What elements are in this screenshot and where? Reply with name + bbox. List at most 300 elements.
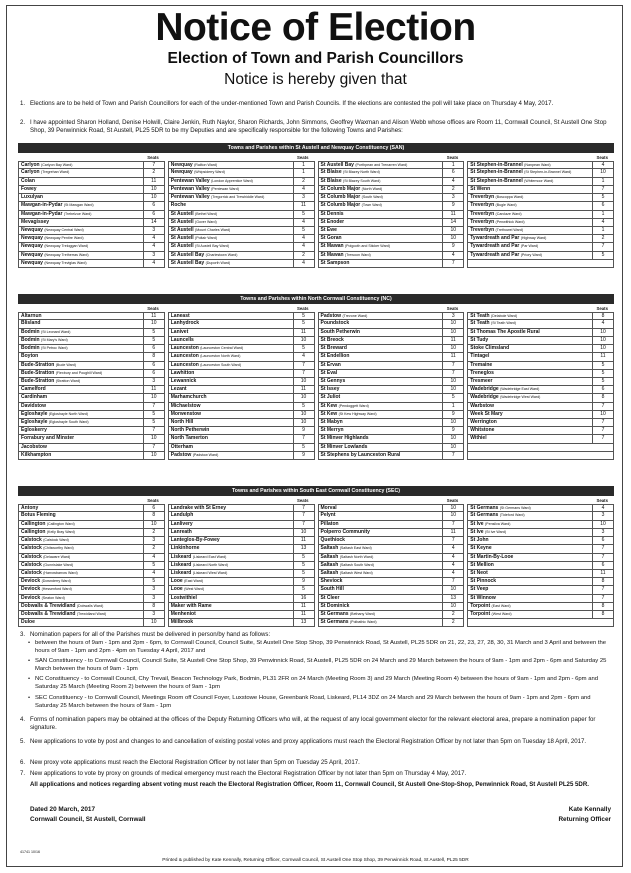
seats-column-header: Seats — [147, 498, 159, 503]
seats-count: 7 — [442, 260, 463, 267]
parish-name-cell — [319, 427, 443, 434]
parish-name-cell — [19, 260, 143, 267]
parish-row — [318, 537, 465, 545]
parish-name: Wadebridge — [470, 394, 499, 401]
parish-row — [467, 337, 614, 345]
parish-row — [318, 312, 465, 320]
seats-count: 7 — [592, 419, 613, 426]
parish-row — [18, 452, 165, 460]
parish-name-cell — [319, 394, 443, 401]
parish-name-cell — [319, 252, 443, 259]
seats-column-header: Seats — [446, 306, 459, 311]
parish-name-cell — [169, 562, 293, 569]
seats-count: 5 — [293, 403, 314, 410]
ward-name: (Launceston South Ward) — [200, 362, 242, 367]
seats-count: 5 — [143, 578, 164, 585]
parish-row — [318, 545, 465, 553]
seats-count: 7 — [442, 370, 463, 377]
parish-name: Michaelstow — [170, 402, 201, 409]
parish-name-cell — [19, 570, 143, 577]
parish-name-cell — [19, 411, 143, 418]
seats-count: 10 — [592, 329, 613, 336]
parish-name-cell — [19, 252, 143, 259]
ward-name: (Bugle Ward) — [495, 203, 517, 208]
parish-row — [318, 202, 465, 210]
document-code: 41741 10/16 — [20, 850, 40, 854]
parish-name: St Austell Bay — [170, 259, 205, 266]
parish-name-cell — [19, 452, 143, 459]
parish-name: Tywardreath and Par — [470, 243, 520, 250]
ward-name: (Penwithick Ward) — [495, 219, 525, 224]
parish-row — [318, 370, 465, 378]
seats-count: 6 — [592, 537, 613, 544]
parish-name: Mawgan-in-Pydar — [21, 210, 63, 217]
ward-name: (London Apprentice Ward) — [211, 178, 253, 183]
seats-count: 10 — [442, 320, 463, 327]
ward-name: (St Mary's Ward) — [41, 337, 68, 342]
parish-name-cell — [319, 178, 443, 185]
ward-name: (St Mawgan Ward) — [63, 203, 94, 208]
seats-count: 10 — [442, 345, 463, 352]
parish-name-cell — [19, 235, 143, 242]
seats-count: 2 — [442, 619, 463, 626]
ward-name: (Callington Ward) — [46, 521, 75, 526]
seats-count: 9 — [293, 452, 314, 459]
seats-count: 10 — [143, 394, 164, 401]
seats-count: 9 — [293, 578, 314, 585]
parish-name: Botus Fleming — [21, 512, 56, 519]
parish-row — [18, 178, 165, 186]
seats-count: 11 — [293, 329, 314, 336]
ward-name: (Boscoppa Ward) — [495, 195, 524, 200]
parish-name: Saltash — [320, 553, 339, 560]
parish-name: St Austell — [170, 226, 194, 233]
ward-name: (Tregorrick and Trewhiddle Ward) — [211, 195, 265, 200]
parish-row — [318, 619, 465, 627]
parish-name-cell — [169, 169, 293, 176]
parish-name-cell — [169, 252, 293, 259]
parish-row — [318, 211, 465, 219]
seats-count: 10 — [143, 320, 164, 327]
parish-row — [168, 512, 315, 520]
parish-column — [168, 305, 315, 460]
seats-count: 2 — [143, 529, 164, 536]
parish-name-cell — [319, 554, 443, 561]
ward-name: (Gunnislake Ward) — [43, 562, 74, 567]
ward-name: (Bude Ward) — [55, 362, 76, 367]
parish-row — [18, 235, 165, 243]
notice-given: Notice is hereby given that — [224, 71, 407, 88]
seats-count: 7 — [293, 370, 314, 377]
parish-name: Fowey — [21, 185, 37, 192]
paragraph-7 — [20, 770, 612, 778]
parish-columns — [18, 154, 614, 268]
parish-name-cell — [169, 411, 293, 418]
ward-name: (Charlestown Ward) — [205, 252, 238, 257]
seats-count: 7 — [592, 186, 613, 193]
parish-name: St Columb Major — [320, 185, 361, 192]
seats-count: 1 — [592, 178, 613, 185]
ward-name: (Kelly Bray Ward) — [46, 529, 75, 534]
parish-name: St Stephen-in-Brannel — [470, 169, 523, 176]
parish-row — [467, 570, 614, 578]
parish-row — [168, 178, 315, 186]
ward-name: (Hessenford Ward) — [41, 587, 72, 592]
parish-name: St Eval — [320, 369, 338, 376]
parish-name: Liskeard — [170, 561, 192, 568]
parish-name: St Dennis — [320, 210, 344, 217]
parish-name: Altarnun — [21, 313, 42, 320]
parish-name-cell — [319, 219, 443, 226]
parish-row — [18, 444, 165, 452]
parish-name-cell — [468, 411, 592, 418]
parish-name-cell — [19, 169, 143, 176]
seats-count: 4 — [143, 235, 164, 242]
ward-name: (Carclaze Ward) — [495, 211, 522, 216]
parish-name-cell — [319, 186, 443, 193]
parish-name: Landrake with St Erney — [170, 505, 227, 512]
ward-name: (Stratton Ward) — [55, 378, 81, 383]
parish-row — [467, 345, 614, 353]
parish-name-cell — [468, 353, 592, 360]
parish-name: St Winnow — [470, 594, 496, 601]
parish-name: Newquay — [21, 235, 43, 242]
paragraph-1 — [20, 100, 612, 108]
parish-row — [467, 235, 614, 243]
parish-name-cell — [319, 578, 443, 585]
parish-name: Treverbyn — [470, 202, 495, 209]
parish-name-cell — [319, 329, 443, 336]
seats-count: 10 — [442, 329, 463, 336]
ward-name: (Launceston North Ward) — [200, 354, 241, 359]
parish-row — [18, 529, 165, 537]
seats-count: 4 — [442, 570, 463, 577]
parish-name-cell — [19, 545, 143, 552]
seats-count: 1 — [293, 169, 314, 176]
parish-name-cell — [319, 570, 443, 577]
parish-name: Withiel — [470, 435, 487, 442]
parish-name-cell — [169, 403, 293, 410]
parish-row — [318, 219, 465, 227]
paragraph-text: I have appointed Sharon Holland, Denise Holwill, Claire Jenkin, Ruth Naylor, Sharon Richards, John Simmons, Geoffrey Waxman and Alison Webb whose offices are Room 11, Cornwall Council, St Austell One Stop Shop, 39 Penwinnick Road, St Austell, PL25 5DR to be my Deputies and are specifically responsible for the following Towns and Parishes: — [30, 119, 607, 134]
parish-name-cell — [169, 394, 293, 401]
parish-name: Saltash — [320, 569, 339, 576]
parish-name-cell — [19, 378, 143, 385]
parish-name-cell — [19, 619, 143, 626]
parish-name: Egloshayle — [21, 410, 48, 417]
parish-column — [168, 154, 315, 268]
seats-count: 5 — [293, 227, 314, 234]
parish-row — [318, 435, 465, 443]
parish-row — [318, 394, 465, 402]
parish-row — [168, 252, 315, 260]
ward-name: (Nanpean Ward) — [524, 163, 551, 168]
seats-count: 10 — [442, 586, 463, 593]
parish-name-cell — [319, 202, 443, 209]
seats-count: 11 — [293, 537, 314, 544]
parish-name: Bodmin — [21, 336, 40, 343]
ward-name: (Wadebridge West Ward) — [500, 395, 541, 400]
seats-count: 10 — [293, 378, 314, 385]
parish-row — [168, 586, 315, 594]
parish-name-cell — [19, 362, 143, 369]
parish-row — [467, 394, 614, 402]
ward-name: (Newquay Central Ward) — [44, 227, 84, 232]
ward-name: (St Stephen-in-Brannel Ward) — [524, 170, 572, 175]
parish-row — [467, 329, 614, 337]
seats-count: 4 — [442, 178, 463, 185]
parish-row — [318, 194, 465, 202]
parish-row — [18, 219, 165, 227]
parish-name-cell — [169, 329, 293, 336]
parish-row — [18, 521, 165, 529]
parish-row — [318, 603, 465, 611]
parish-row — [18, 394, 165, 402]
paragraph-text: Forms of nomination papers may be obtained at the offices of the Deputy Returning Officers who will, at the request of any local government elector for the relevant electoral area, prepare a nomination paper for signature. — [30, 716, 596, 731]
seats-count: 3 — [143, 252, 164, 259]
parish-name: Quethiock — [320, 537, 345, 544]
parish-name: Tintagel — [470, 353, 490, 360]
parish-row — [467, 252, 614, 260]
parish-row — [18, 578, 165, 586]
parish-name: St Goran — [320, 235, 342, 242]
ward-name: (East Ward) — [184, 579, 204, 584]
parish-row — [467, 219, 614, 227]
seats-count: 2 — [143, 545, 164, 552]
parish-name-cell — [169, 444, 293, 451]
parish-name-cell — [468, 337, 592, 344]
seats-count: 3 — [442, 194, 463, 201]
parish-name-cell — [468, 578, 592, 585]
parish-name: Launceston — [170, 345, 199, 352]
parish-name-cell — [19, 435, 143, 442]
parish-name: St Minver Lowlands — [320, 443, 368, 450]
seats-count: 7 — [592, 403, 613, 410]
parish-name: St Wenn — [470, 185, 491, 192]
seats-count: 4 — [143, 243, 164, 250]
parish-row — [168, 312, 315, 320]
paragraph-7-absent-voting — [20, 781, 612, 789]
seats-count: 7 — [143, 444, 164, 451]
parish-name-cell — [468, 611, 592, 618]
ward-name: (Liskeard North Ward) — [192, 562, 228, 567]
parish-name-cell — [468, 169, 592, 176]
seats-count: 10 — [442, 512, 463, 519]
notice-subtitle: Election of Town and Parish Councillors — [167, 50, 464, 67]
ward-name: (Highway Ward) — [520, 236, 547, 241]
parish-name-cell — [19, 554, 143, 561]
seats-count: 4 — [293, 219, 314, 226]
parish-name: Tremaine — [470, 361, 493, 368]
ward-name: (Railton Ward) — [194, 163, 218, 168]
parish-row — [467, 619, 614, 627]
parish-name: Warbstow — [470, 402, 494, 409]
parish-row — [467, 427, 614, 435]
parish-name: St Merryn — [320, 427, 344, 434]
ward-name: (Trevone Ward) — [342, 314, 368, 319]
parish-name: Sheviock — [320, 578, 343, 585]
parish-row — [318, 260, 465, 268]
seats-count: 4 — [442, 252, 463, 259]
parish-name-cell — [319, 260, 443, 267]
parish-row — [467, 194, 614, 202]
parish-name: Otterham — [170, 443, 193, 450]
dated-place: Cornwall Council, St Austell, Cornwall — [30, 816, 146, 823]
parish-name-cell — [468, 586, 592, 593]
parish-name: St Enoder — [320, 218, 345, 225]
parish-row — [168, 619, 315, 627]
parish-row — [18, 403, 165, 411]
parish-row — [318, 386, 465, 394]
seats-column-header: Seats — [147, 306, 159, 311]
seats-count: 11 — [143, 313, 164, 319]
seats-count: 7 — [592, 586, 613, 593]
parish-name: Deviock — [21, 594, 41, 601]
parish-name: Lanreath — [170, 528, 192, 535]
parish-name-cell — [468, 202, 592, 209]
parish-name: South Petherwin — [320, 328, 360, 335]
ward-name: (Polgooth and Sticker Ward) — [344, 244, 390, 249]
parish-name-cell — [169, 419, 293, 426]
ward-name: (Tregrehan Ward) — [41, 170, 70, 175]
seats-count: 5 — [442, 394, 463, 401]
parish-row — [18, 243, 165, 251]
seats-count: 10 — [442, 419, 463, 426]
seats-count: 8 — [592, 603, 613, 610]
parish-name-cell — [19, 353, 143, 360]
seats-count: 3 — [143, 586, 164, 593]
parish-row — [18, 345, 165, 353]
parish-name: St Veep — [470, 586, 489, 593]
parish-name: Lanivet — [170, 328, 189, 335]
parish-name: Saltash — [320, 545, 339, 552]
parish-name: Mawgan-in-Pydar — [21, 202, 63, 209]
seats-count: 6 — [143, 202, 164, 209]
parish-name-cell — [468, 435, 592, 442]
ward-name: (Bethany Ward) — [349, 612, 376, 617]
parish-name-cell — [19, 512, 143, 519]
parish-row — [18, 227, 165, 235]
parish-row — [467, 452, 614, 460]
parish-name: Whitstone — [470, 427, 495, 434]
parish-name-cell — [19, 162, 143, 168]
parish-name: Boyton — [21, 353, 39, 360]
parish-name: Launcells — [170, 336, 194, 343]
seats-count: 4 — [442, 545, 463, 552]
seats-count: 8 — [592, 611, 613, 618]
parish-name: St John — [470, 537, 489, 544]
parish-name-cell — [319, 235, 443, 242]
seats-count: 4 — [293, 260, 314, 267]
seats-count: 10 — [442, 603, 463, 610]
parish-name-cell — [19, 586, 143, 593]
parish-name-cell — [19, 202, 143, 209]
parish-name-cell — [19, 537, 143, 544]
seats-count: 6 — [143, 505, 164, 511]
parish-row — [467, 545, 614, 553]
paragraph-number: 6. — [20, 759, 26, 766]
parish-name: St Germans — [320, 619, 349, 626]
parish-name-cell — [169, 554, 293, 561]
parish-row — [168, 394, 315, 402]
ward-name: (Newquay Tretherras Ward) — [44, 252, 89, 257]
parish-name-cell — [468, 313, 592, 319]
seats-count: 4 — [293, 243, 314, 250]
ward-name: (St Germans Ward) — [499, 506, 531, 511]
parish-row — [18, 260, 165, 268]
parish-name: Callington — [21, 528, 46, 535]
ward-name: (Saltash East Ward) — [339, 546, 372, 551]
parish-name: Marhamchurch — [170, 394, 207, 401]
parish-name: Pentewan Valley — [170, 194, 210, 201]
parish-name: Liskeard — [170, 569, 192, 576]
parish-name-cell — [19, 386, 143, 393]
parish-row — [318, 570, 465, 578]
parish-row — [318, 243, 465, 251]
seats-count: 7 — [293, 505, 314, 511]
seats-count: 7 — [442, 537, 463, 544]
parish-row — [467, 386, 614, 394]
parish-name-cell — [468, 595, 592, 602]
seats-count: 4 — [293, 186, 314, 193]
seats-count: 10 — [442, 435, 463, 442]
seats-count: 3 — [592, 512, 613, 519]
ward-name: (North Ward) — [361, 186, 383, 191]
delivery-bullet-all: • between the hours of 9am - 1pm and 2pm - 6pm, to Cornwall Council, Council Suite, St Austell One Stop Shop, 39 Penwinnick Road, St Austell, PL25 5DR on 21, 22, 23, 27, 28, 30, 31 March and 3 April and between the hours of 9am - 1pm and 2pm - 4pm on Tuesday 4 April, 2017 and — [35, 640, 610, 655]
parish-name-cell — [169, 313, 293, 319]
parish-name: Lawhitton — [170, 369, 195, 376]
seats-count: 10 — [592, 411, 613, 418]
ward-name: (Launceston Central Ward) — [200, 346, 244, 351]
parish-row — [168, 403, 315, 411]
parish-name-cell — [319, 452, 443, 459]
seats-count: 7 — [592, 554, 613, 561]
parish-row — [18, 370, 165, 378]
parish-name-cell — [19, 211, 143, 218]
seats-count: 1 — [442, 162, 463, 168]
parish-name-cell — [19, 578, 143, 585]
parish-name: St Stephens by Launceston Rural — [320, 451, 401, 458]
seats-count: 11 — [293, 202, 314, 209]
parish-name: St Germans — [470, 505, 499, 512]
ward-name: (Saltash West Ward) — [339, 570, 373, 575]
seats-count: 5 — [293, 570, 314, 577]
parish-name: St Keyne — [470, 545, 492, 552]
seats-count: 7 — [293, 435, 314, 442]
parish-row — [168, 529, 315, 537]
ward-name: (Bethel Ward) — [195, 211, 218, 216]
returning-officer-title: Returning Officer — [558, 816, 611, 823]
seats-count: 5 — [293, 320, 314, 327]
parish-row — [467, 243, 614, 251]
parish-name-cell — [319, 194, 443, 201]
parish-name: Looe — [170, 586, 183, 593]
ward-name: (Padstow Ward) — [192, 452, 219, 457]
parish-name-cell — [468, 345, 592, 352]
parish-row — [318, 595, 465, 603]
seats-count: 4 — [592, 162, 613, 168]
parish-name-cell — [468, 329, 592, 336]
parish-name-cell — [169, 345, 293, 352]
seats-count: 10 — [293, 411, 314, 418]
parish-row — [467, 521, 614, 529]
parish-row — [318, 235, 465, 243]
parish-row — [318, 611, 465, 619]
seats-count: 5 — [293, 345, 314, 352]
parish-name: Roche — [170, 202, 187, 209]
seats-column-header: Seats — [596, 306, 608, 311]
ward-name: (Seaton Ward) — [41, 595, 65, 600]
